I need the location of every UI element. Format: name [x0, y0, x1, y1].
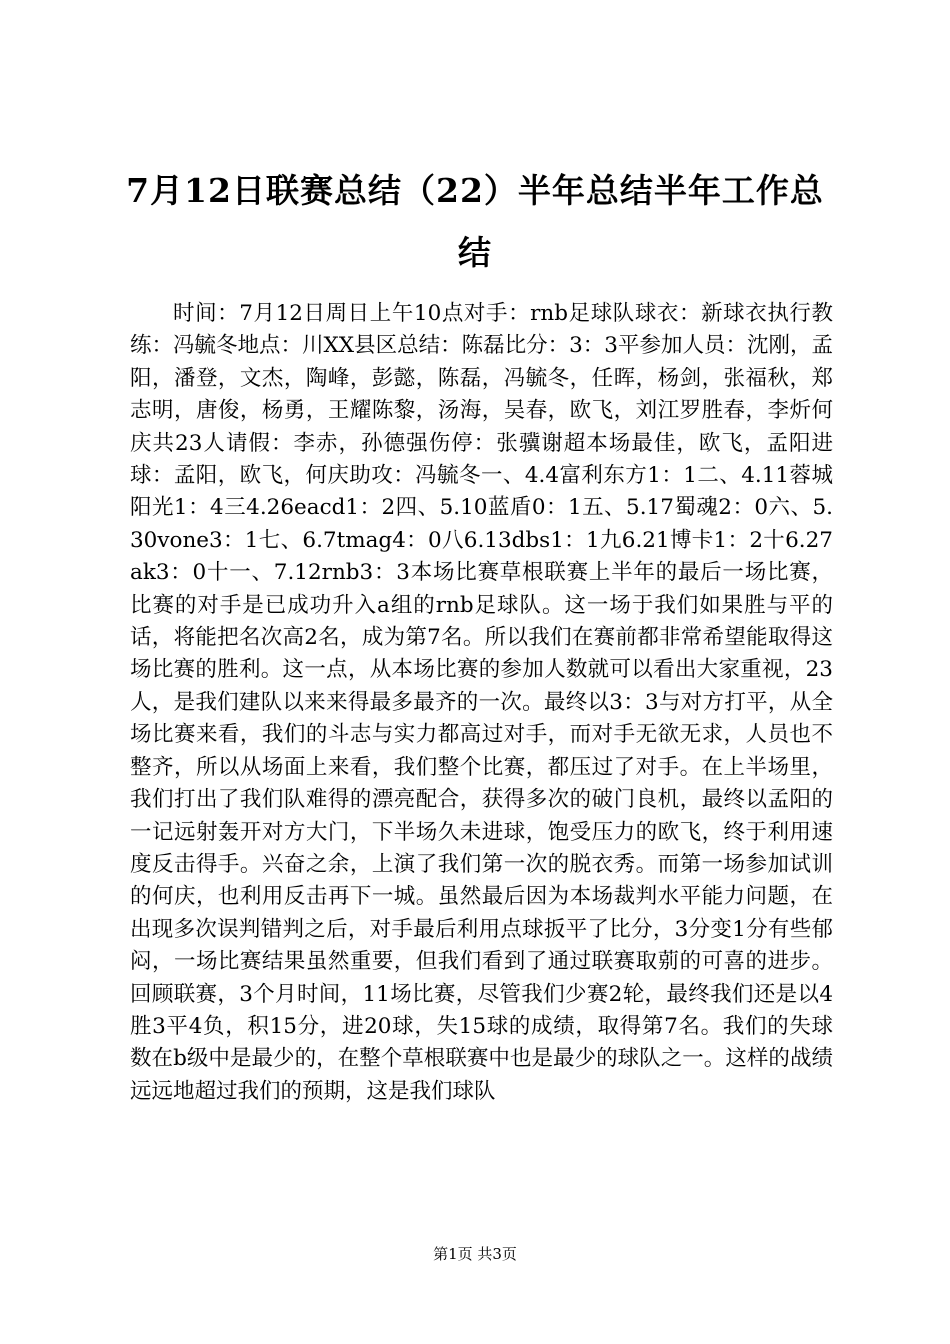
document-body: 时间：7月12日周日上午10点对手：rnb足球队球衣：新球衣执行教练：冯毓冬地点：川XX县区总结：陈磊比分：3：3平参加人员：沈刚，孟阳，潘登，文杰，陶峰，彭懿，陈磊，冯毓冬，任晖，杨剑，张福秋，郑志明，唐俊，杨勇，王耀陈黎，汤海，吴春，欧飞，刘江罗胜春，李炘何庆共23人请假：李赤，孙德强伤停：张骥谢超本场最佳，欧飞，孟阳进球：孟阳，欧飞，何庆助攻：冯毓冬一、4.4富利东方1：1二、4.11蓉城阳光1：4三4.26eacd1：2四、5.10蓝盾0：1五、5.17蜀魂2：0六、5.30vone3：1七、6.7tmag4：0八6.13dbs1：1九6.21博卡1：2十6.27ak3：0十一、7.12rnb3：3本场比赛草根联赛上半年的最后一场比赛，比赛的对手是已成功升入a组的rnb足球队。这一场于我们如果胜与平的话，将能把名次高2名，成为第7名。所以我们在赛前都非常希望能取得这场比赛的胜利。这一点，从本场比赛的参加人数就可以看出大家重视，23人，是我们建队以来来得最多最齐的一次。最终以3：3与对方打平，从全场比赛来看，我们的斗志与实力都高过对手，而对手无欲无求，人员也不整齐，所以从场面上来看，我们整个比赛，都压过了对手。在上半场里，我们打出了我们队难得的漂亮配合，获得多次的破门良机，最终以孟阳的一记远射轰开对方大门，下半场久未进球，饱受压力的欧飞，终于利用速度反击得手。兴奋之余，上演了我们第一次的脱衣秀。而第一场参加试训的何庆，也利用反击再下一城。虽然最后因为本场裁判水平能力问题，在出现多次误判错判之后，对手最后利用点球扳平了比分，3分变1分有些郁闷，一场比赛结果虽然重要，但我们看到了通过联赛取莂的可喜的进步。回顾联赛，3个月时间，11场比赛，尽管我们少赛2轮，最终我们还是以4胜3平4负，积15分，进20球，失15球的成绩，取得第7名。我们的失球数在b级中是最少的，在整个草根联赛中也是最少的球队之一。这样的战绩远远地超过我们的预期，这是我们球队 [130, 301, 833, 1104]
page-footer: 第1页 共3页 [433, 1245, 517, 1263]
document-title: 7月12日联赛总结（22）半年总结半年工作总结 [126, 171, 824, 272]
